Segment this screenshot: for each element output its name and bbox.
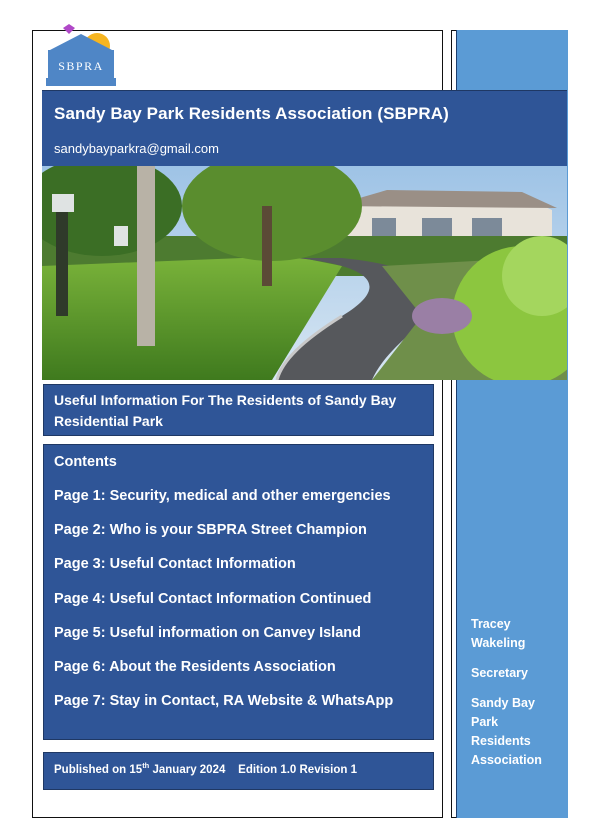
contents-item: Page 2: Who is your SBPRA Street Champion [54, 522, 367, 538]
published-box [43, 752, 434, 790]
contact-email: sandybayparkra@gmail.com [54, 141, 219, 156]
logo-text: SBPRA [58, 59, 104, 73]
contents-item: Page 7: Stay in Contact, RA Website & WhatsApp [54, 693, 394, 709]
contents-item: Page 4: Useful Contact Information Continued [54, 591, 372, 607]
contents-item: Page 6: About the Residents Association [54, 659, 336, 675]
contents-heading: Contents [54, 454, 117, 470]
organization-name: Sandy Bay Park Residents Association [471, 696, 542, 767]
park-photo [42, 166, 567, 380]
useful-info-text: Useful Information For The Residents of Sandy Bay Residential Park [54, 392, 397, 429]
contents-item: Page 1: Security, medical and other emergencies [54, 488, 391, 504]
published-text: Published on 15th January 2024 Edition 1.0 Revision 1 [54, 761, 358, 776]
header-banner [42, 90, 567, 166]
sbpra-logo [44, 20, 118, 88]
contents-item: Page 5: Useful information on Canvey Island [54, 625, 361, 641]
useful-info-box [43, 384, 434, 436]
author-role: Secretary [471, 666, 528, 680]
page-title: Sandy Bay Park Residents Association (SBPRA) [54, 104, 449, 123]
contents-item: Page 3: Useful Contact Information [54, 556, 296, 572]
contents-box [43, 444, 434, 740]
author-name: Tracey Wakeling [471, 617, 526, 650]
edition-text: Edition 1.0 Revision 1 [238, 763, 358, 776]
